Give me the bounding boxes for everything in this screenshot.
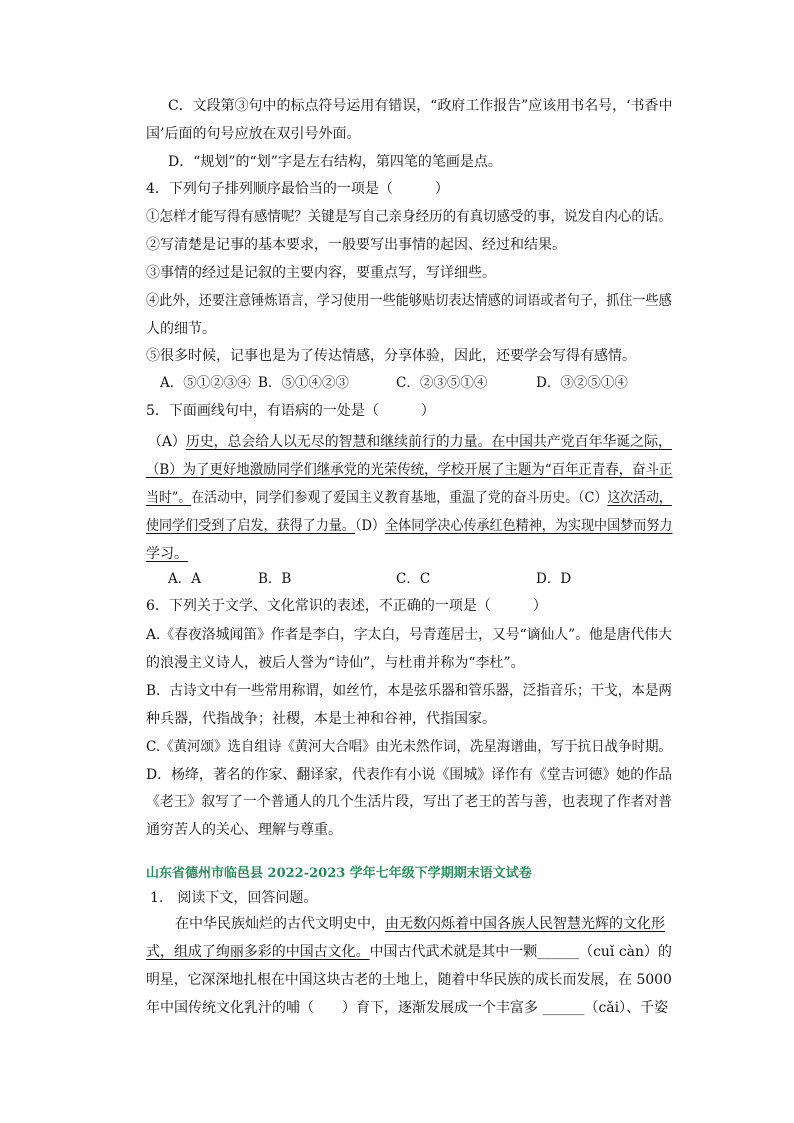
q4-sentence-2: ②写清楚是记事的基本要求，一般要写出事情的起因、经过和结果。 xyxy=(146,237,566,253)
q4-sentence-5: ⑤很多时候，记事也是为了传达情感，分享体验，因此，还要学会写得有感情。 xyxy=(146,348,636,364)
q4-stem: 4．下列句子排列顺序最恰当的一项是（ ） xyxy=(146,181,449,197)
q3-option-d: D．“规划”的“划”字是左右结构，第四笔的笔画是点。 xyxy=(168,154,502,170)
q4-option-c: C．②③⑤①④ xyxy=(396,375,488,391)
q5-option-c: C．C xyxy=(396,571,431,587)
q5-underlined-c-end: 使同学们受到了启发，获得了力量。 xyxy=(146,518,355,534)
q6-option-a-line2: 的浪漫主义诗人，被后人誉为“诗仙”，与杜甫并称为“李杜”。 xyxy=(146,655,525,671)
q4-sentence-4-line2: 人的细节。 xyxy=(146,321,216,337)
q5-stem: 5．下面画线句中，有语病的一处是（ ） xyxy=(146,403,435,419)
q5-underlined-b-end: 当时”。 xyxy=(146,490,192,506)
q3-option-c-line1: C．文段第③句中的标点符号运用有错误，“政府工作报告”应该用书名号，‘书香中 xyxy=(168,98,673,114)
section-title: 山东省德州市临邑县 2022-2023 学年七年级下学期期末语文试卷 xyxy=(146,866,532,881)
s1-line4: 年中国传统文化乳汁的哺（ ）育下，逐渐发展成一个丰富多 ______（cǎi）、千姿 xyxy=(146,1000,669,1016)
q5-plain-text: 在活动中，同学们参观了爱国主义教育基地，重温了党的奋斗历史。（C） xyxy=(191,490,608,506)
s1-stem: 1. 阅读下文，回答问题。 xyxy=(150,890,318,906)
q6-stem: 6．下列关于文学、文化常识的表述，不正确的一项是（ ） xyxy=(146,598,547,614)
q5-option-b: B．B xyxy=(258,571,292,587)
s1-line2 xyxy=(146,942,672,962)
q5-passage-line1 xyxy=(148,432,672,452)
q4-sentence-4-line1: ④此外，还要注意锤炼语言，学习使用一些能够贴切表达情感的词语或者句子，抓住一些感 xyxy=(146,293,672,309)
q6-option-d-line1: D．杨绛，著名的作家、翻译家，代表作有小说《围城》译作有《堂吉诃德》她的作品 xyxy=(146,767,673,783)
s1-line1-underlined: 由无数闪烁着中国各族人民智慧光辉的文化形 xyxy=(385,916,665,932)
q6-option-b-line2: 种兵器，代指战争；社稷，本是土神和谷神，代指国家。 xyxy=(146,711,496,727)
q4-option-a: A．⑤①②③④ xyxy=(160,375,251,391)
q6-option-a-line1: A.《春夜洛城闻笛》作者是李白，字太白，号青莲居士，又号“谪仙人”。他是唐代伟大 xyxy=(146,627,672,643)
q5-passage-line3 xyxy=(146,488,672,508)
q5-passage-line4 xyxy=(146,516,672,536)
q5-underlined-d: 全体同学决心传承红色精神，为实现中国梦而努力 xyxy=(385,518,673,534)
s1-line1 xyxy=(175,914,665,934)
q6-option-d-line2: 《老王》叙写了一个普通人的几个生活片段，写出了老王的苦与善，也表现了作者对普 xyxy=(146,794,673,810)
s1-line3: 明星，它深深地扎根在中国这块古老的土地上，随着中华民族的成长而发展，在 5000 xyxy=(146,972,672,988)
q5-underlined-a: 历史，总会给人以无尽的智慧和继续前行的力量。在中国共产党百年华诞之际， xyxy=(185,434,672,450)
q6-option-b-line1: B．古诗文中有一些常用称谓，如丝竹，本是弦乐器和管乐器，泛指音乐；干戈，本是两 xyxy=(146,683,673,699)
q4-option-d: D．③②⑤①④ xyxy=(536,375,628,391)
q5-underlined-c: 这次活动， xyxy=(607,490,672,506)
s1-line2-underlined: 式，组成了绚丽多彩的中国古文化。 xyxy=(146,944,370,960)
q5-option-a: A．A xyxy=(168,571,201,587)
s1-line1-plain: 在中华民族灿烂的古代文明史中， xyxy=(175,916,385,932)
q6-option-d-line3: 通穷苦人的关心、理解与尊重。 xyxy=(146,822,342,838)
s1-line2-plain: 中国古代武术就是其中一颗______（cuǐ càn）的 xyxy=(369,944,672,960)
q4-option-b: B．⑤①④②③ xyxy=(258,375,349,391)
q5-marker-a: （A） xyxy=(148,434,186,450)
q3-option-c-line2: 国’后面的句号应放在双引号外面。 xyxy=(146,126,361,142)
q5-marker-d: （D） xyxy=(354,518,386,534)
q5-passage-line5: 学习。 xyxy=(146,546,188,562)
q5-option-d: D．D xyxy=(536,571,572,587)
q6-option-c-line1: C.《黄河颂》选自组诗《黄河大合唱》由光未然作词，冼星海谱曲，写于抗日战争时期。 xyxy=(146,739,672,755)
q4-sentence-3: ③事情的经过是记叙的主要内容，要重点写，写详细些。 xyxy=(146,265,496,281)
q4-sentence-1: ①怎样才能写得有感情呢？关键是写自己亲身经历的有真切感受的事，说发自内心的话。 xyxy=(146,209,672,225)
q5-passage-line2: （B）为了更好地激励同学们继承党的光荣传统，学校开展了主题为“百年正青春，奋斗正 xyxy=(146,462,673,478)
